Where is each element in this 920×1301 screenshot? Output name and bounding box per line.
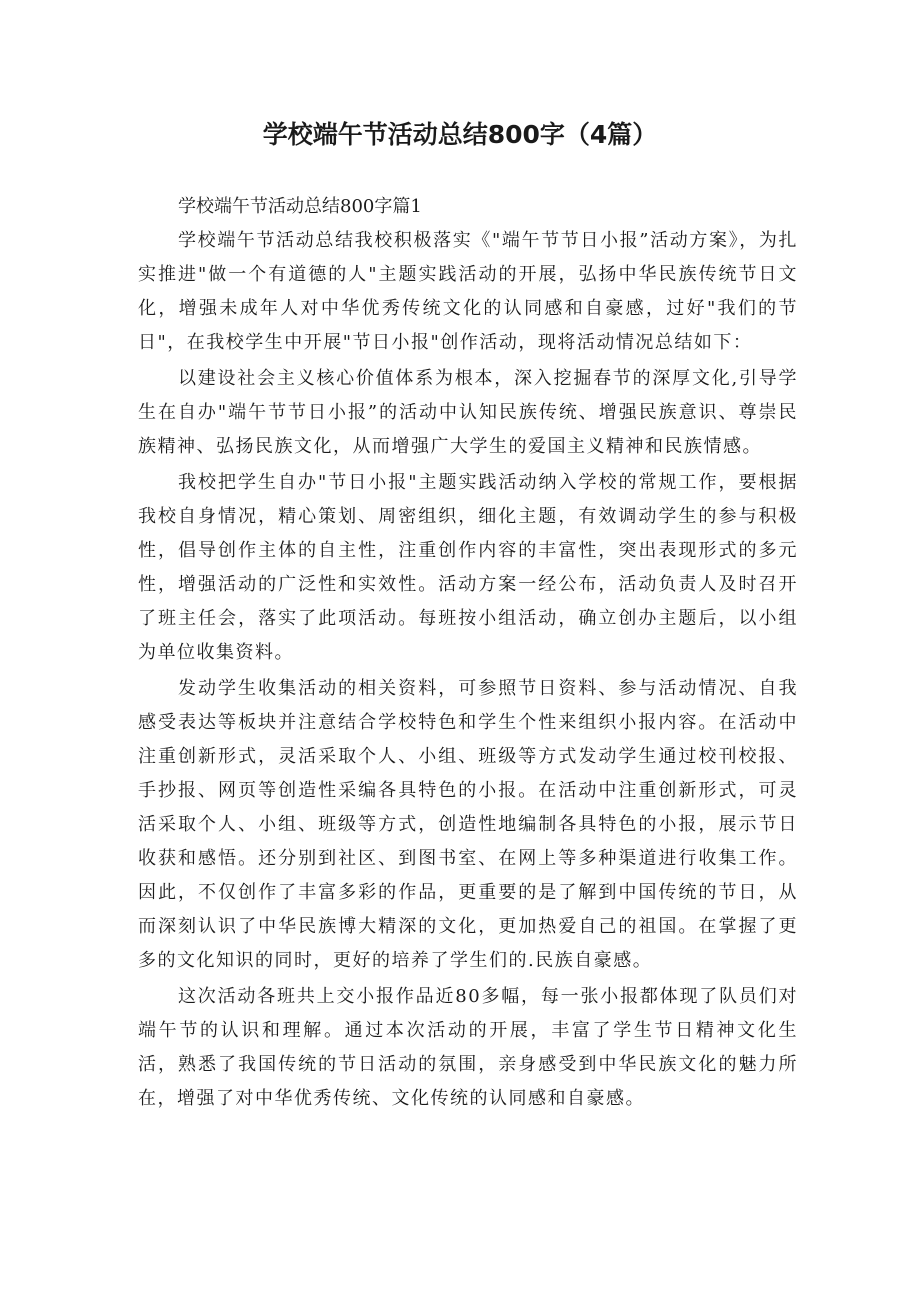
section-heading: 学校端午节活动总结800字篇1 bbox=[178, 196, 422, 217]
paragraph-3: 我校把学生自办"节日小报"主题实践活动纳入学校的常规工作，要根据我校自身情况，精心策划、周密组织，细化主题，有效调动学生的参与积极性，倡导创作主体的自主性，注重创作内容的丰富性，突出表现形式的多元性，增强活动的广泛性和实效性。活动方案一经公布，活动负责人及时召开了班主任会，落实了此项活动。每班按小组活动，确立创办主题后，以小组为单位收集资料。 bbox=[138, 472, 798, 663]
paragraph-1: 学校端午节活动总结我校积极落实《"端午节节日小报”活动方案》，为扎实推进"做一个有道德的人"主题实践活动的开展，弘扬中华民族传统节日文化，增强未成年人对中华优秀传统文化的认同感和自豪感，过好"我们的节日"，在我校学生中开展"节日小报"创作活动，现将活动情况总结如下： bbox=[138, 230, 798, 353]
paragraph-5: 这次活动各班共上交小报作品近80多幅，每一张小报都体现了队员们对端午节的认识和理解。通过本次活动的开展，丰富了学生节日精神文化生活，熟悉了我国传统的节日活动的氛围，亲身感受到中华民族文化的魅力所在，增强了对中华优秀传统、文化传统的认同感和自豪感。 bbox=[138, 986, 798, 1109]
paragraph-2: 以建设社会主义核心价值体系为根本，深入挖掘春节的深厚文化,引导学生在自办"端午节节日小报”的活动中认知民族传统、增强民族意识、尊崇民族精神、弘扬民族文化，从而增强广大学生的爱国主义精神和民族情感。 bbox=[138, 368, 798, 457]
document-body bbox=[138, 190, 798, 1118]
document-title: 学校端午节活动总结800字（4篇） bbox=[262, 120, 658, 149]
paragraph-4: 发动学生收集活动的相关资料，可参照节日资料、参与活动情况、自我感受表达等板块并注意结合学校特色和学生个性来组织小报内容。在活动中注重创新形式，灵活采取个人、小组、班级等方式发动学生通过校刊校报、手抄报、网页等创造性采编各具特色的小报。在活动中注重创新形式，可灵活采取个人、小组、班级等方式，创造性地编制各具特色的小报，展示节日收获和感悟。还分别到社区、到图书室、在网上等多种渠道进行收集工作。因此，不仅创作了丰富多彩的作品，更重要的是了解到中国传统的节日，从而深刻认识了中华民族博大精深的文化，更加热爱自己的祖国。在掌握了更多的文化知识的同时，更好的培养了学生们的.民族自豪感。 bbox=[138, 678, 798, 971]
